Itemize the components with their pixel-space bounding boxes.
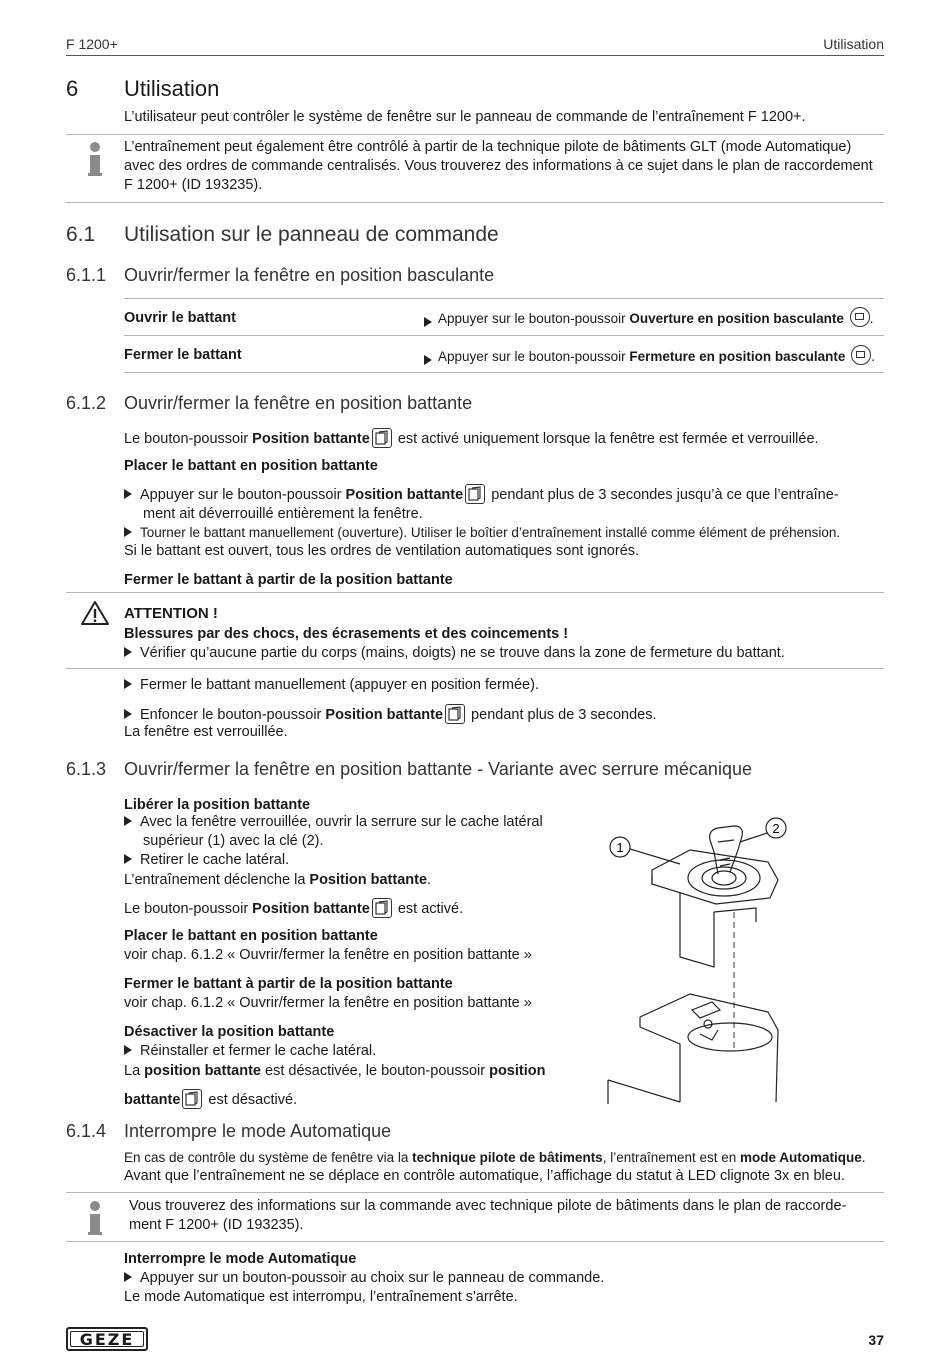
bullet-item: Réinstaller et fermer le cache latéral. — [124, 1042, 584, 1061]
paragraph: Le bouton-poussoir Position battante est activé. — [124, 898, 584, 919]
subsubsection-number: 6.1.2 — [66, 393, 107, 413]
subsubsection-title: Interrompre le mode Automatique — [124, 1121, 392, 1141]
paragraph: Le mode Automatique est interrompu, l’entraînement s'arrête. — [124, 1289, 518, 1305]
subsubsection-number: 6.1.1 — [66, 265, 107, 285]
info-note: L’entraînement peut également être contrôlé à partir de la technique pilote de bâtiments GLT (mode Automatique) avec des ordres de commande centralisés. Vous trouverez des informations à ce sujet dans le plan de raccordement F 1200+ (ID 193235). — [124, 139, 873, 193]
callout-1: 1 — [616, 840, 624, 855]
row-label: Fermer le battant — [124, 347, 242, 363]
lock-cover-illustration — [600, 812, 800, 1107]
subsubsection-number: 6.1.3 — [66, 759, 107, 779]
turn-position-button-icon — [465, 484, 485, 504]
turn-position-button-icon — [372, 428, 392, 448]
callout-2: 2 — [772, 821, 780, 836]
section-number: 6 — [66, 76, 79, 101]
subheading: Fermer le battant à partir de la position battante — [124, 976, 453, 992]
turn-position-button-icon — [445, 704, 465, 724]
subheading: Placer le battant en position battante — [124, 928, 378, 944]
header-rule — [66, 55, 884, 56]
bullet-item: Enfoncer le bouton-poussoir Position battante pendant plus de 3 secondes. — [124, 704, 884, 725]
subheading: Désactiver la position battante — [124, 1024, 335, 1040]
warning-subtitle: Blessures par des chocs, des écrasements et des coincements ! — [124, 626, 569, 642]
subheading: Fermer le battant à partir de la position battante — [124, 572, 453, 588]
paragraph: En cas de contrôle du système de fenêtre via la technique pilote de bâtiments, l’entraînement est en mode Automatique. — [124, 1150, 866, 1165]
paragraph: La position battante est désactivée, le bouton-poussoir position — [124, 1063, 546, 1079]
bullet-item: Retirer le cache latéral. — [124, 851, 584, 870]
row-label: Ouvrir le battant — [124, 310, 236, 326]
bullet-item: Avec la fenêtre verrouillée, ouvrir la serrure sur le cache latéral supérieur (1) avec la clé (2). — [124, 813, 584, 851]
subheading: Libérer la position battante — [124, 797, 311, 813]
geze-logo: GEZE — [66, 1327, 148, 1351]
info-icon — [88, 142, 102, 176]
subheading: Interrompre le mode Automatique — [124, 1251, 357, 1267]
section-title: Utilisation — [124, 76, 220, 101]
turn-position-button-icon — [372, 898, 392, 918]
cross-reference: voir chap. 6.1.2 « Ouvrir/fermer la fenêtre en position battante » — [124, 995, 532, 1011]
row-instruction: Appuyer sur le bouton-poussoir Fermeture en position basculante . — [424, 345, 875, 365]
bullet-item: Appuyer sur un bouton-poussoir au choix sur le panneau de commande. — [124, 1269, 884, 1288]
paragraph: Le bouton-poussoir Position battante est activé uniquement lorsque la fenêtre est fermée et verrouillée. — [124, 428, 884, 449]
subsubsection-number: 6.1.4 — [66, 1121, 107, 1141]
paragraph: L’entraînement déclenche la Position battante. — [124, 872, 432, 888]
header-chapter: Utilisation — [823, 36, 884, 52]
subsubsection-title: Ouvrir/fermer la fenêtre en position battante - Variante avec serrure mécanique — [124, 759, 752, 779]
bullet-item: Fermer le battant manuellement (appuyer en position fermée). — [124, 676, 884, 695]
paragraph: La fenêtre est verrouillée. — [124, 724, 288, 740]
cross-reference: voir chap. 6.1.2 « Ouvrir/fermer la fenêtre en position battante » — [124, 947, 532, 963]
bullet-item: Tourner le battant manuellement (ouverture). Utiliser le boîtier d’entraînement installé comme élément de préhension. — [124, 523, 884, 542]
bullet-item: Vérifier qu’aucune partie du corps (mains, doigts) ne se trouve dans la zone de fermeture du battant. — [124, 644, 884, 663]
info-icon — [88, 1201, 102, 1235]
bullet-item: Appuyer sur le bouton-poussoir Position battante pendant plus de 3 secondes jusqu’à ce que l’entraîne- ment ait déverrouillé entièrement la fenêtre. — [124, 484, 884, 524]
open-tilt-button-icon — [850, 307, 870, 327]
turn-position-button-icon — [182, 1089, 202, 1109]
subsection-title: Utilisation sur le panneau de commande — [124, 223, 499, 246]
row-instruction: Appuyer sur le bouton-poussoir Ouverture en position basculante . — [424, 307, 873, 327]
warning-icon — [80, 600, 110, 626]
section-intro: L’utilisateur peut contrôler le système de fenêtre sur le panneau de commande de l’entraînement F 1200+. — [124, 109, 806, 125]
paragraph: Si le battant est ouvert, tous les ordres de ventilation automatiques sont ignorés. — [124, 543, 640, 559]
header-doc-name: F 1200+ — [66, 36, 118, 52]
close-tilt-button-icon — [851, 345, 871, 365]
info-note: Vous trouverez des informations sur la commande avec technique pilote de bâtiments dans le plan de raccorde- ment F 1200+ (ID 193235). — [129, 1198, 847, 1233]
subsubsection-title: Ouvrir/fermer la fenêtre en position battante — [124, 393, 473, 413]
warning-title: ATTENTION ! — [124, 605, 218, 622]
subsection-number: 6.1 — [66, 223, 96, 246]
subsubsection-title: Ouvrir/fermer la fenêtre en position basculante — [124, 265, 495, 285]
page-number: 37 — [868, 1332, 884, 1348]
paragraph: Avant que l’entraînement ne se déplace en contrôle automatique, l’affichage du statut à LED clignote 3x en bleu. — [124, 1168, 845, 1184]
paragraph: battante est désactivé. — [124, 1089, 584, 1110]
subheading: Placer le battant en position battante — [124, 458, 378, 474]
